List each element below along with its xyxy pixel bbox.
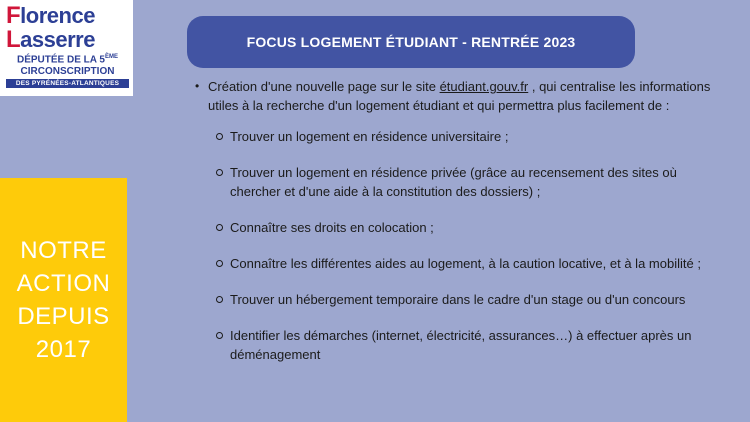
list-item — [190, 326, 730, 364]
site-link[interactable]: étudiant.gouv.fr — [439, 79, 529, 94]
circle-bullet-icon — [216, 133, 223, 140]
logo — [0, 0, 133, 96]
side-line: NOTRE — [20, 237, 107, 264]
side-line: DEPUIS — [17, 303, 110, 330]
logo-name-last — [6, 28, 129, 52]
side-line: 2017 — [35, 336, 92, 363]
main-list-item — [190, 77, 730, 115]
logo-subtitle-sup: ÈME — [104, 54, 118, 60]
list-item-text: Connaître les différentes aides au logement, à la caution locative, et à la mobilité ; — [230, 256, 701, 271]
list-item-text: Trouver un logement en résidence universitaire ; — [230, 129, 509, 144]
logo-bar: DES PYRÉNÉES-ATLANTIQUES — [6, 79, 129, 88]
logo-name-first — [6, 4, 129, 28]
logo-subtitle-2: CIRCONSCRIPTION — [20, 65, 115, 77]
list-item — [190, 290, 730, 309]
logo-last-rest: asserre — [20, 27, 95, 52]
list-item-text: Connaître ses droits en colocation ; — [230, 220, 434, 235]
circle-bullet-icon — [216, 169, 223, 176]
side-text — [17, 234, 111, 366]
list-item — [190, 163, 730, 201]
title-pill — [187, 16, 635, 68]
logo-initial-f: F — [6, 2, 21, 29]
content — [190, 77, 730, 381]
list-item-text: Identifier les démarches (internet, électricité, assurances…) à effectuer après un déménagement — [230, 328, 692, 362]
list-item — [190, 218, 730, 237]
side-panel — [0, 178, 127, 422]
logo-subtitle-1: DÉPUTÉE DE LA 5 — [17, 54, 105, 66]
sub-list — [190, 127, 730, 364]
intro-text-after: , qui centralise les informations utiles à la recherche d'un logement étudiant et qui permettra plus facilement de : — [208, 79, 711, 113]
side-line: ACTION — [16, 270, 111, 297]
logo-initial-l: L — [6, 26, 21, 53]
circle-bullet-icon — [216, 224, 223, 231]
list-item — [190, 127, 730, 146]
circle-bullet-icon — [216, 260, 223, 267]
circle-bullet-icon — [216, 332, 223, 339]
list-item — [190, 254, 730, 273]
logo-subtitle — [6, 54, 129, 77]
page-title: FOCUS LOGEMENT ÉTUDIANT - RENTRÉE 2023 — [246, 34, 576, 50]
bullet-icon: • — [195, 79, 200, 93]
list-item-text: Trouver un hébergement temporaire dans le cadre d'un stage ou d'un concours — [230, 292, 686, 307]
circle-bullet-icon — [216, 296, 223, 303]
intro-text-before: Création d'une nouvelle page sur le site — [208, 79, 440, 94]
list-item-text: Trouver un logement en résidence privée (grâce au recensement des sites où chercher et d'une aide à la constitution des dossiers) ; — [230, 165, 677, 199]
logo-first-rest: lorence — [20, 3, 95, 28]
